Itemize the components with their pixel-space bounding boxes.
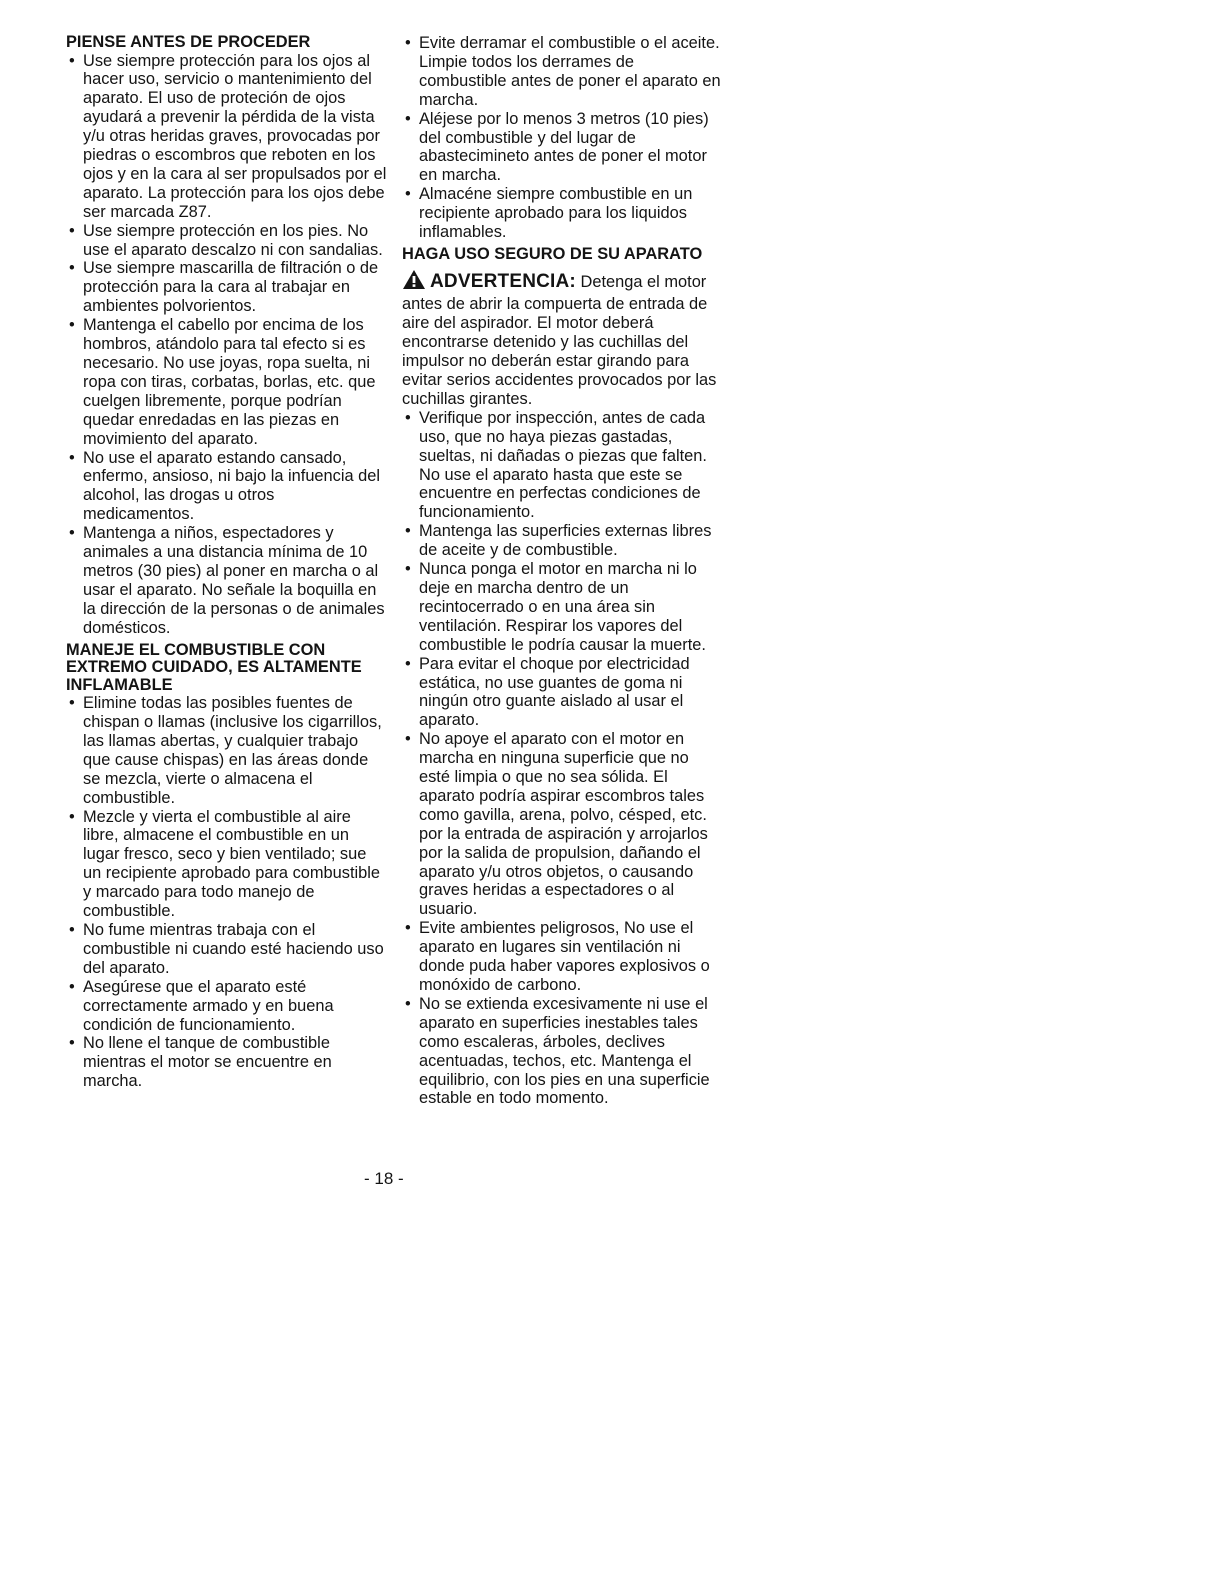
list-item: • Mantenga el cabello por encima de los hombros, atándolo para tal efecto si es necesario. No use joyas, ropa suelta, ni ropa con tiras, corbatas, borlas, etc. que cuelgen libremente, porque podrían quedar enredadas en las piezas en movimiento del aparato.	[66, 316, 388, 448]
list-item: • Verifique por inspección, antes de cada uso, que no haya piezas gastadas, sueltas, ni dañadas o piezas que falten. No use el aparato hasta que este se encuentre en perfectas condiciones de funcionamiento.	[402, 409, 724, 522]
heading-piense: PIENSE ANTES DE PROCEDER	[66, 33, 311, 51]
warning-label: ADVERTENCIA:	[430, 271, 576, 293]
list-item: • No llene el tanque de combustible mientras el motor se encuentre en marcha.	[66, 1034, 388, 1091]
bullet-list-piense	[66, 52, 388, 638]
list-item: • Para evitar el choque por electricidad estática, no use guantes de goma ni ningún otro guante aislado al usar el aparato.	[402, 655, 724, 731]
list-item: • Use siempre protección en los pies. No use el aparato descalzo ni con sandalias.	[66, 222, 388, 260]
bullet-list-fuel-cont	[402, 34, 724, 242]
list-item: • No se extienda excesivamente ni use el aparato en superficies inestables tales como escaleras, árboles, declives acentuadas, techos, etc. Mantenga el equilibrio, con los pies en una superficie estable en todo momento.	[402, 995, 724, 1108]
bullet-list-combustible	[66, 694, 388, 1091]
list-item: • Use siempre mascarilla de filtración o de protección para la cara al trabajar en ambientes polvorientos.	[66, 259, 388, 316]
list-item: • Use siempre protección para los ojos al hacer uso, servicio o mantenimiento del aparato. El uso de proteción de ojos ayudará a prevenir la pérdida de la vista y/u otras heridas graves, provocadas por piedras o escombros que reboten en los ojos y en la cara al ser propulsados por el aparato. La protección para los ojos debe ser marcada Z87.	[66, 52, 388, 222]
list-item: • Nunca ponga el motor en marcha ni lo deje en marcha dentro de un recintocerrado o en una área sin ventilación. Respirar los vapores del combustible le podría causar la muerte.	[402, 560, 724, 655]
list-item: • Mezcle y vierta el combustible al aire libre, almacene el combustible en un lugar fresco, seco y bien ventilado; sue un recipiente aprobado para combustible y marcado para todo manejo de combustible.	[66, 808, 388, 921]
heading-uso-seguro: HAGA USO SEGURO DE SU APARATO	[402, 244, 703, 263]
list-item: • Aléjese por lo menos 3 metros (10 pies) del combustible y del lugar de abastecimineto antes de poner el motor en marcha.	[402, 110, 724, 186]
list-item: • Mantenga las superficies externas libres de aceite y de combustible.	[402, 522, 724, 560]
list-item: • Mantenga a niños, espectadores y animales a una distancia mínima de 10 metros (30 pies) al poner en marcha o al usar el aparato. No señale la boquilla en la dirección de la personas o de animales domésticos.	[66, 524, 388, 637]
bullet-list-uso-seguro	[402, 409, 724, 1109]
left-column	[66, 34, 388, 1091]
list-item: • Almacéne siempre combustible en un recipiente aprobado para los liquidos inflamables.	[402, 185, 724, 242]
warning-text: Detenga el motor antes de abrir la compuerta de entrada de aire del aspirador. El motor deberá encontrarse detenido y las cuchillas del impulsor no deberán estar girando para evitar serios accidentes provocados por las cuchillas girantes.	[402, 273, 717, 408]
page-number: - 18 -	[364, 1169, 404, 1188]
right-column	[402, 34, 724, 1108]
list-item: • Evite derramar el combustible o el aceite. Limpie todos los derrames de combustible antes de poner el aparato en marcha.	[402, 34, 724, 110]
list-item: • No use el aparato estando cansado, enfermo, ansioso, ni bajo la infuencia del alcohol, las drogas u otros medicamentos.	[66, 449, 388, 525]
heading-combustible: MANEJE EL COMBUSTIBLE CON EXTREMO CUIDADO, ES ALTAMENTE INFLAMABLE	[66, 640, 362, 694]
warning-paragraph	[402, 269, 724, 408]
warning-triangle-icon	[402, 269, 426, 295]
list-item: • Evite ambientes peligrosos, No use el aparato en lugares sin ventilación ni donde puda haber vapores explosivos o monóxido de carbono.	[402, 919, 724, 995]
list-item: • No apoye el aparato con el motor en marcha en ninguna superficie que no esté limpia o que no sea sólida. El aparato podría aspirar escombros tales como gavilla, arena, polvo, césped, etc. por la entrada de aspiración y arrojarlos por la salida de propulsion, dañando el aparato y/u otros objetos, o causando graves heridas a espectadores o al usuario.	[402, 730, 724, 919]
list-item: • No fume mientras trabaja con el combustible ni cuando esté haciendo uso del aparato.	[66, 921, 388, 978]
list-item: • Elimine todas las posibles fuentes de chispan o llamas (inclusive los cigarrillos, las llamas abertas, y cualquier trabajo que cause chispas) en las áreas donde se mezcla, vierte o almacena el combustible.	[66, 694, 388, 807]
list-item: • Asegúrese que el aparato esté correctamente armado y en buena condición de funcionamiento.	[66, 978, 388, 1035]
